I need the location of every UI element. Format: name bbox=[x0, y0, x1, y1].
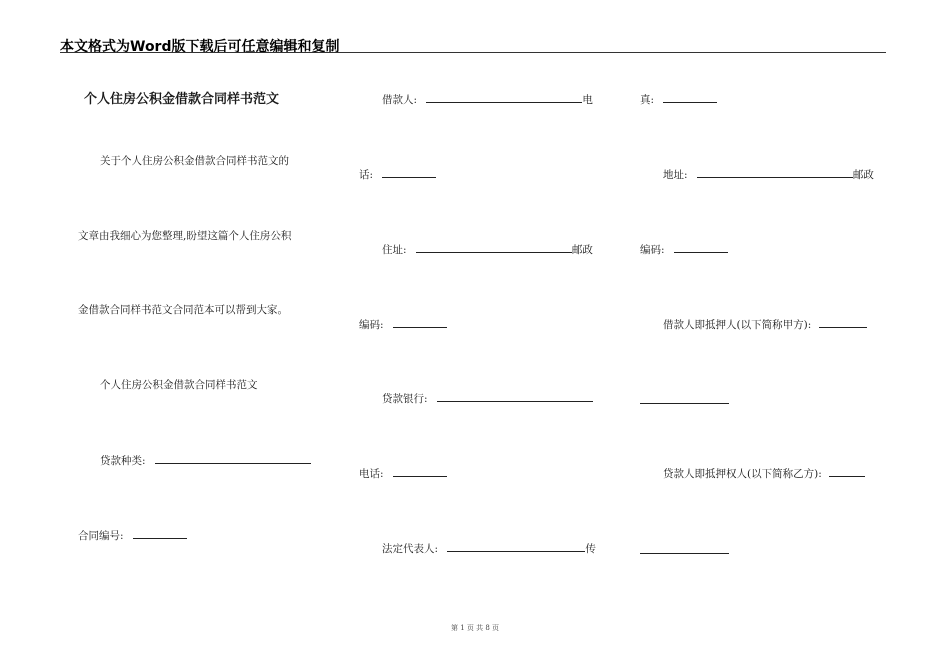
lending-bank-blank bbox=[437, 392, 593, 402]
legal-representative-suffix: 传 bbox=[585, 543, 596, 555]
lending-bank-field bbox=[382, 392, 593, 405]
borrower-field bbox=[382, 93, 593, 106]
mortgagor-field bbox=[663, 318, 867, 331]
loan-type-field bbox=[100, 454, 311, 467]
header-divider bbox=[60, 52, 886, 53]
mortgagor-blank bbox=[819, 318, 867, 328]
borrower-postcode-blank bbox=[393, 318, 447, 328]
borrower-suffix: 电 bbox=[582, 94, 593, 106]
bank-phone-blank bbox=[393, 467, 447, 477]
address-field bbox=[663, 168, 874, 181]
address-label: 地址: bbox=[663, 169, 688, 181]
contract-number-label: 合同编号: bbox=[78, 530, 124, 542]
contract-subtitle: 个人住房公积金借款合同样书范文 bbox=[100, 379, 258, 391]
postcode-label: 编码: bbox=[640, 244, 665, 256]
mortgagor-name-blank bbox=[640, 403, 729, 404]
loan-type-blank bbox=[155, 454, 311, 464]
borrower-phone-field bbox=[359, 168, 436, 181]
intro-line-1: 关于个人住房公积金借款合同样书范文的 bbox=[100, 155, 289, 167]
borrower-postcode-label: 编码: bbox=[359, 319, 384, 331]
intro-line-3: 金借款合同样书范文合同范本可以帮到大家。 bbox=[78, 304, 288, 316]
legal-representative-blank bbox=[447, 542, 585, 552]
borrower-phone-blank bbox=[382, 168, 436, 178]
legal-representative-field bbox=[382, 542, 596, 555]
borrower-address-blank bbox=[416, 243, 572, 253]
bank-phone-label: 电话: bbox=[359, 468, 384, 480]
postcode-field bbox=[640, 243, 728, 256]
borrower-postcode-field bbox=[359, 318, 447, 331]
contract-number-field bbox=[78, 529, 187, 542]
mortgagee-field bbox=[663, 467, 865, 480]
intro-line-2: 文章由我细心为您整理,盼望这篇个人住房公积 bbox=[78, 230, 292, 242]
postcode-blank bbox=[674, 243, 728, 253]
contract-number-blank bbox=[133, 529, 187, 539]
document-header: 本文格式为Word版下载后可任意编辑和复制 bbox=[60, 39, 340, 55]
fax-label: 真: bbox=[640, 94, 655, 106]
lending-bank-label: 贷款银行: bbox=[382, 393, 428, 405]
mortgagee-label: 贷款人即抵押权人(以下简称乙方): bbox=[663, 468, 822, 480]
document-title: 个人住房公积金借款合同样书范文 bbox=[84, 92, 280, 107]
fax-field bbox=[640, 93, 717, 106]
loan-type-label: 贷款种类: bbox=[100, 455, 146, 467]
mortgagee-name-blank bbox=[640, 553, 729, 554]
page-number: 第 1 页 共 8 页 bbox=[450, 624, 500, 632]
bank-phone-field bbox=[359, 467, 447, 480]
borrower-label: 借款人: bbox=[382, 94, 418, 106]
fax-blank bbox=[663, 93, 717, 103]
address-blank bbox=[697, 168, 853, 178]
borrower-blank bbox=[426, 93, 582, 103]
mortgagor-label: 借款人即抵押人(以下简称甲方): bbox=[663, 319, 812, 331]
address-suffix: 邮政 bbox=[852, 169, 874, 181]
borrower-address-suffix: 邮政 bbox=[571, 244, 593, 256]
legal-representative-label: 法定代表人: bbox=[382, 543, 439, 555]
borrower-phone-label: 话: bbox=[359, 169, 374, 181]
borrower-address-label: 住址: bbox=[382, 244, 407, 256]
mortgagee-blank bbox=[829, 467, 865, 477]
borrower-address-field bbox=[382, 243, 593, 256]
